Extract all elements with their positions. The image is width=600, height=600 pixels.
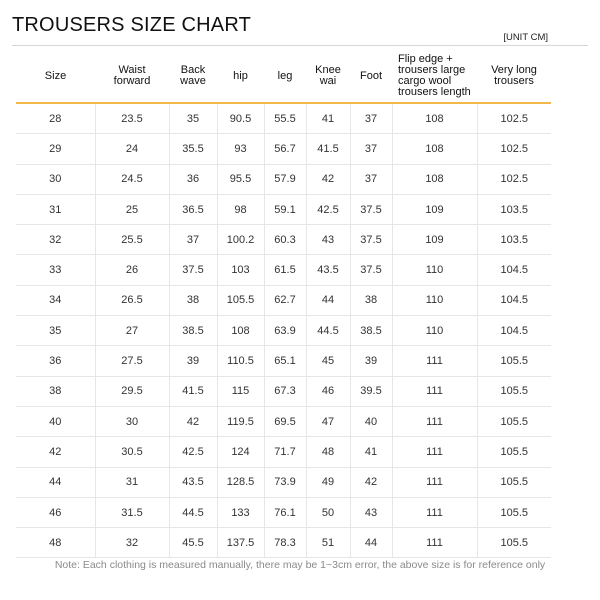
table-cell: 38.5 xyxy=(169,316,217,346)
table-cell: 35 xyxy=(16,316,95,346)
table-cell: 60.3 xyxy=(264,225,306,255)
column-header: Size xyxy=(16,50,95,103)
table-cell: 69.5 xyxy=(264,406,306,436)
table-row xyxy=(16,528,551,558)
table-cell: 44.5 xyxy=(169,497,217,527)
table-cell: 44.5 xyxy=(306,316,350,346)
table-cell: 104.5 xyxy=(477,285,551,315)
table-cell: 40 xyxy=(350,406,392,436)
table-cell: 26 xyxy=(95,255,169,285)
table-cell: 28 xyxy=(16,103,95,134)
table-cell: 34 xyxy=(16,285,95,315)
table-cell: 26.5 xyxy=(95,285,169,315)
table-cell: 39 xyxy=(169,346,217,376)
table-cell: 32 xyxy=(95,528,169,558)
table-cell: 110.5 xyxy=(217,346,264,376)
table-cell: 61.5 xyxy=(264,255,306,285)
table-cell: 108 xyxy=(217,316,264,346)
table-cell: 41.5 xyxy=(306,134,350,164)
table-cell: 104.5 xyxy=(477,316,551,346)
size-chart-table xyxy=(16,50,551,558)
table-cell: 39.5 xyxy=(350,376,392,406)
table-cell: 35.5 xyxy=(169,134,217,164)
table-cell: 71.7 xyxy=(264,437,306,467)
table-cell: 38 xyxy=(16,376,95,406)
table-cell: 42 xyxy=(306,164,350,194)
table-cell: 109 xyxy=(392,194,477,224)
table-cell: 36.5 xyxy=(169,194,217,224)
table-cell: 49 xyxy=(306,467,350,497)
table-cell: 24.5 xyxy=(95,164,169,194)
table-cell: 105.5 xyxy=(477,376,551,406)
table-cell: 38 xyxy=(169,285,217,315)
column-header: Foot xyxy=(350,50,392,103)
table-cell: 63.9 xyxy=(264,316,306,346)
table-row xyxy=(16,134,551,164)
table-cell: 33 xyxy=(16,255,95,285)
table-cell: 30 xyxy=(95,406,169,436)
table-cell: 50 xyxy=(306,497,350,527)
table-cell: 47 xyxy=(306,406,350,436)
table-body xyxy=(16,103,551,558)
table-cell: 29 xyxy=(16,134,95,164)
column-header: Back wave xyxy=(169,50,217,103)
unit-label: [UNIT CM] xyxy=(503,32,548,43)
table-cell: 37 xyxy=(350,164,392,194)
table-cell: 48 xyxy=(16,528,95,558)
table-cell: 41.5 xyxy=(169,376,217,406)
table-cell: 37 xyxy=(350,103,392,134)
table-row xyxy=(16,194,551,224)
table-cell: 105.5 xyxy=(477,346,551,376)
table-cell: 37.5 xyxy=(169,255,217,285)
table-row xyxy=(16,103,551,134)
table-row xyxy=(16,225,551,255)
table-cell: 42.5 xyxy=(169,437,217,467)
column-header: Waist forward xyxy=(95,50,169,103)
table-row xyxy=(16,346,551,376)
table-cell: 43 xyxy=(350,497,392,527)
table-cell: 103 xyxy=(217,255,264,285)
table-cell: 43 xyxy=(306,225,350,255)
table-cell: 31 xyxy=(16,194,95,224)
table-cell: 42 xyxy=(350,467,392,497)
table-cell: 102.5 xyxy=(477,164,551,194)
table-cell: 111 xyxy=(392,467,477,497)
table-cell: 44 xyxy=(16,467,95,497)
column-header: leg xyxy=(264,50,306,103)
table-cell: 27.5 xyxy=(95,346,169,376)
table-cell: 41 xyxy=(306,103,350,134)
table-cell: 105.5 xyxy=(477,437,551,467)
column-header: Very long trousers xyxy=(477,50,551,103)
table-cell: 110 xyxy=(392,285,477,315)
table-row xyxy=(16,406,551,436)
table-cell: 105.5 xyxy=(477,467,551,497)
table-row xyxy=(16,285,551,315)
table-cell: 37.5 xyxy=(350,194,392,224)
table-cell: 103.5 xyxy=(477,194,551,224)
column-header: Knee wai xyxy=(306,50,350,103)
table-cell: 40 xyxy=(16,406,95,436)
table-cell: 31.5 xyxy=(95,497,169,527)
table-cell: 65.1 xyxy=(264,346,306,376)
table-cell: 44 xyxy=(306,285,350,315)
table-cell: 55.5 xyxy=(264,103,306,134)
table-cell: 36 xyxy=(16,346,95,376)
title-divider xyxy=(12,45,588,46)
table-cell: 30 xyxy=(16,164,95,194)
table-row xyxy=(16,467,551,497)
table-cell: 73.9 xyxy=(264,467,306,497)
table-cell: 108 xyxy=(392,134,477,164)
page-title: TROUSERS SIZE CHART xyxy=(12,14,252,36)
table-row xyxy=(16,164,551,194)
table-cell: 105.5 xyxy=(217,285,264,315)
table-cell: 93 xyxy=(217,134,264,164)
table-cell: 46 xyxy=(16,497,95,527)
column-header: hip xyxy=(217,50,264,103)
table-cell: 100.2 xyxy=(217,225,264,255)
table-cell: 59.1 xyxy=(264,194,306,224)
table-cell: 45.5 xyxy=(169,528,217,558)
table-cell: 105.5 xyxy=(477,528,551,558)
table-cell: 62.7 xyxy=(264,285,306,315)
table-cell: 23.5 xyxy=(95,103,169,134)
table-cell: 111 xyxy=(392,346,477,376)
table-cell: 37 xyxy=(350,134,392,164)
table-cell: 119.5 xyxy=(217,406,264,436)
table-cell: 38 xyxy=(350,285,392,315)
table-cell: 42 xyxy=(16,437,95,467)
table-cell: 105.5 xyxy=(477,406,551,436)
table-cell: 78.3 xyxy=(264,528,306,558)
table-cell: 45 xyxy=(306,346,350,376)
table-cell: 108 xyxy=(392,164,477,194)
table-cell: 38.5 xyxy=(350,316,392,346)
table-cell: 48 xyxy=(306,437,350,467)
table-cell: 37.5 xyxy=(350,225,392,255)
table-row xyxy=(16,255,551,285)
table-cell: 42 xyxy=(169,406,217,436)
table-cell: 29.5 xyxy=(95,376,169,406)
table-cell: 30.5 xyxy=(95,437,169,467)
table-cell: 76.1 xyxy=(264,497,306,527)
table-cell: 39 xyxy=(350,346,392,376)
table-cell: 137.5 xyxy=(217,528,264,558)
table-cell: 51 xyxy=(306,528,350,558)
table-cell: 110 xyxy=(392,316,477,346)
table-cell: 43.5 xyxy=(306,255,350,285)
table-cell: 103.5 xyxy=(477,225,551,255)
table-cell: 31 xyxy=(95,467,169,497)
column-header: Flip edge + trousers large cargo wool trousers length xyxy=(392,50,477,103)
table-cell: 133 xyxy=(217,497,264,527)
table-cell: 41 xyxy=(350,437,392,467)
table-cell: 36 xyxy=(169,164,217,194)
table-cell: 104.5 xyxy=(477,255,551,285)
table-cell: 102.5 xyxy=(477,134,551,164)
table-cell: 109 xyxy=(392,225,477,255)
table-cell: 35 xyxy=(169,103,217,134)
table-cell: 57.9 xyxy=(264,164,306,194)
table-cell: 43.5 xyxy=(169,467,217,497)
table-cell: 56.7 xyxy=(264,134,306,164)
table-cell: 95.5 xyxy=(217,164,264,194)
table-cell: 124 xyxy=(217,437,264,467)
table-cell: 67.3 xyxy=(264,376,306,406)
table-cell: 90.5 xyxy=(217,103,264,134)
table-cell: 111 xyxy=(392,497,477,527)
table-cell: 111 xyxy=(392,528,477,558)
table-cell: 98 xyxy=(217,194,264,224)
table-row xyxy=(16,437,551,467)
table-cell: 42.5 xyxy=(306,194,350,224)
table-cell: 110 xyxy=(392,255,477,285)
table-cell: 108 xyxy=(392,103,477,134)
table-cell: 115 xyxy=(217,376,264,406)
table-cell: 128.5 xyxy=(217,467,264,497)
table-cell: 32 xyxy=(16,225,95,255)
table-cell: 25 xyxy=(95,194,169,224)
table-cell: 111 xyxy=(392,437,477,467)
table-cell: 111 xyxy=(392,406,477,436)
table-cell: 25.5 xyxy=(95,225,169,255)
table-cell: 111 xyxy=(392,376,477,406)
table-cell: 27 xyxy=(95,316,169,346)
table-row xyxy=(16,376,551,406)
table-cell: 105.5 xyxy=(477,497,551,527)
table-cell: 46 xyxy=(306,376,350,406)
table-cell: 37 xyxy=(169,225,217,255)
measurement-note: Note: Each clothing is measured manually, there may be 1~3cm error, the above size is for reference only xyxy=(54,559,546,571)
table-cell: 24 xyxy=(95,134,169,164)
table-cell: 37.5 xyxy=(350,255,392,285)
header-row xyxy=(16,50,551,103)
table-cell: 44 xyxy=(350,528,392,558)
table-row xyxy=(16,316,551,346)
table-cell: 102.5 xyxy=(477,103,551,134)
table-row xyxy=(16,497,551,527)
